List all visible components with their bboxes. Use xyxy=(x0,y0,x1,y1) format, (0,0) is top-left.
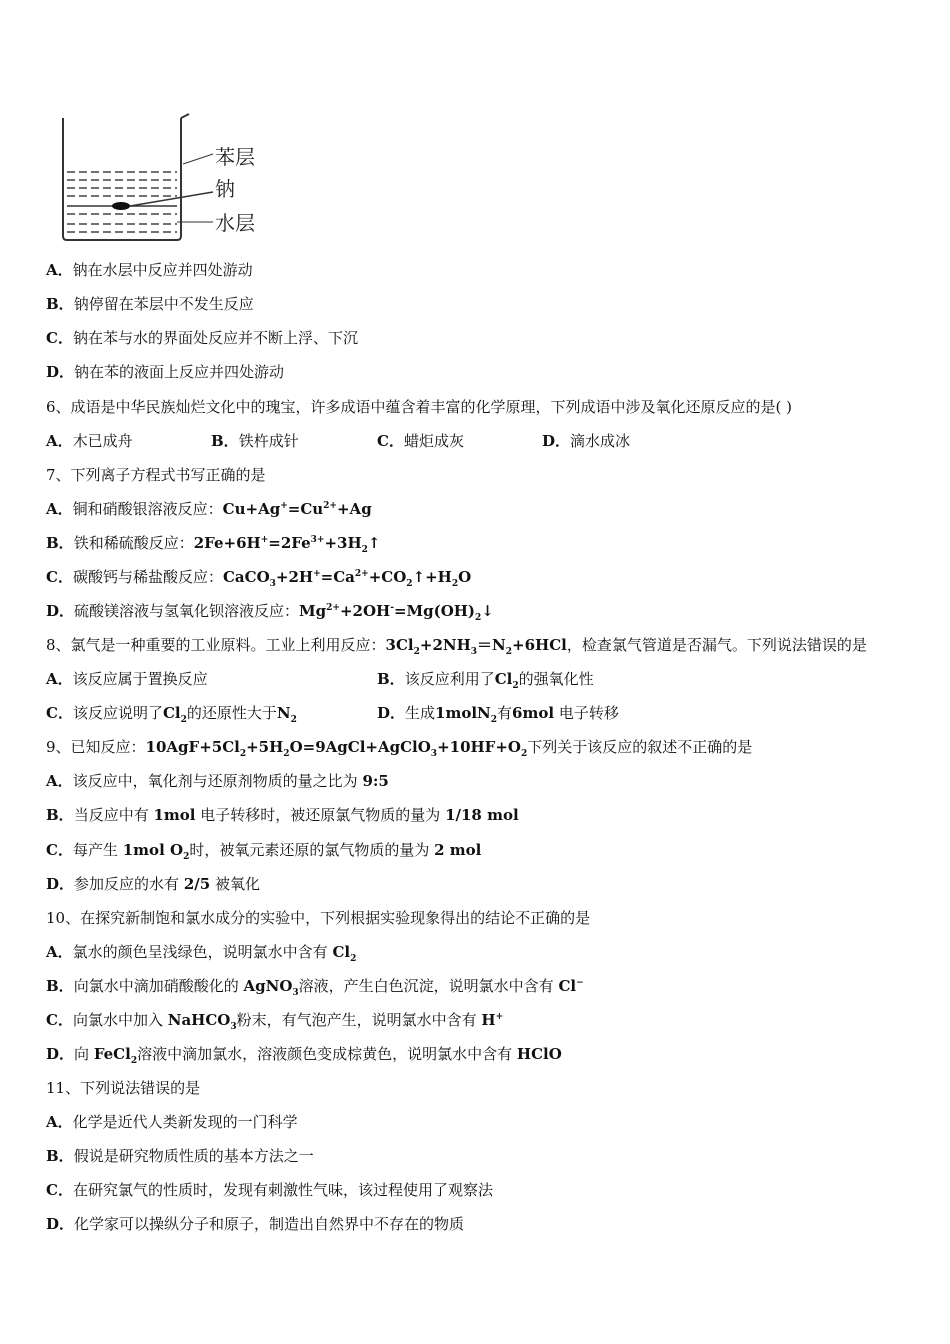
label-sodium: 钠 xyxy=(215,177,235,201)
q6-option-d: D．滴水成冰 xyxy=(542,432,631,450)
q6-option-b: B．铁杵成针 xyxy=(211,432,299,450)
q9-option-b: B．当反应中有 1mol 电子转移时，被还原氯气物质的量为 1/18 mol xyxy=(46,806,519,824)
q8-option-c: C．该反应说明了$Cl_2$的还原性大于$N_2$ xyxy=(46,704,297,725)
label-water: 水层 xyxy=(215,211,255,235)
q6-stem: 6、成语是中华民族灿烂文化中的瑰宝，许多成语中蕴含着丰富的化学原理，下列成语中涉及氧化还原反应的是( ) xyxy=(46,398,793,416)
q8-option-a: A．该反应属于置换反应 xyxy=(46,670,208,688)
beaker-figure xyxy=(55,110,275,250)
q8-option-b: B．该反应利用了$Cl_2$的强氧化性 xyxy=(377,670,594,691)
q8-row-cd xyxy=(46,703,906,723)
q6-option-c: C．蜡炬成灰 xyxy=(377,432,464,450)
q11-option-b: B．假说是研究物质性质的基本方法之一 xyxy=(46,1147,314,1165)
q7-option-a: A．铜和硝酸银溶液反应：$Cu+Ag^+=Cu^{2+}+Ag$ xyxy=(46,500,372,518)
q10-option-c: C．向氯水中加入 NaHCO$_3$粉末，有气泡产生，说明氯水中含有 H+ xyxy=(46,1011,504,1032)
q7-option-c: C．碳酸钙与稀盐酸反应：$CaCO_3+2H^+=Ca^{2+}+CO_2↑+H_2O$ xyxy=(46,568,472,589)
q11-option-d: D．化学家可以操纵分子和原子，制造出自然界中不存在的物质 xyxy=(46,1215,465,1233)
q7-option-d: D．硫酸镁溶液与氢氧化钡溶液反应：$Mg^{2+}+2OH^-=Mg(OH)_2↓$ xyxy=(46,602,494,623)
q9-option-c: C．每产生 1mol $O_2$时，被氧元素还原的氯气物质的量为 2 mol xyxy=(46,841,482,862)
q8-option-d: D．生成1molN$_2$有6mol 电子转移 xyxy=(377,704,619,725)
q11-option-c: C．在研究氯气的性质时，发现有刺激性气味，该过程使用了观察法 xyxy=(46,1181,493,1199)
q11-stem: 11、下列说法错误的是 xyxy=(46,1079,201,1097)
q9-option-d: D．参加反应的水有 2/5 被氧化 xyxy=(46,875,260,893)
q10-option-d: D．向 FeCl$_2$溶液中滴加氯水，溶液颜色变成棕黄色，说明氯水中含有 HClO xyxy=(46,1045,562,1066)
q9-stem: 9、已知反应：$10AgF+5Cl_2+5H_2O=9AgCl+AgClO_3+10HF+O_2$下列关于该反应的叙述不正确的是 xyxy=(46,738,753,759)
q6-option-a: A．木已成舟 xyxy=(46,432,133,450)
label-benzene: 苯层 xyxy=(215,145,255,169)
q7-option-b: B．铁和稀硫酸反应：$2Fe+6H^+=2Fe^{3+}+3H_2↑$ xyxy=(46,534,381,555)
q9-option-a: A．该反应中，氧化剂与还原剂物质的量之比为 9:5 xyxy=(46,772,389,790)
q8-row-ab xyxy=(46,669,906,689)
q5-option-a: A．钠在水层中反应并四处游动 xyxy=(46,261,253,279)
q8-stem: 8、氯气是一种重要的工业原料。工业上利用反应：$3Cl_2+2NH_3=N_2+6HCl$，检查氯气管道是否漏气。下列说法错误的是 xyxy=(46,636,867,657)
sodium-piece xyxy=(112,202,130,210)
q10-option-b: B．向氯水中滴加硝酸酸化的 AgNO$_3$溶液，产生白色沉淀，说明氯水中含有 Cl− xyxy=(46,977,584,998)
q7-stem: 7、下列离子方程式书写正确的是 xyxy=(46,466,266,484)
q5-option-b: B．钠停留在苯层中不发生反应 xyxy=(46,295,254,313)
q6-options xyxy=(46,431,906,451)
q5-option-c: C．钠在苯与水的界面处反应并不断上浮、下沉 xyxy=(46,329,358,347)
q10-option-a: A．氯水的颜色呈浅绿色，说明氯水中含有 $Cl_2$ xyxy=(46,943,357,964)
q11-option-a: A．化学是近代人类新发现的一门科学 xyxy=(46,1113,298,1131)
q10-stem: 10、在探究新制饱和氯水成分的实验中，下列根据实验现象得出的结论不正确的是 xyxy=(46,909,591,927)
q5-option-d: D．钠在苯的液面上反应并四处游动 xyxy=(46,363,285,381)
